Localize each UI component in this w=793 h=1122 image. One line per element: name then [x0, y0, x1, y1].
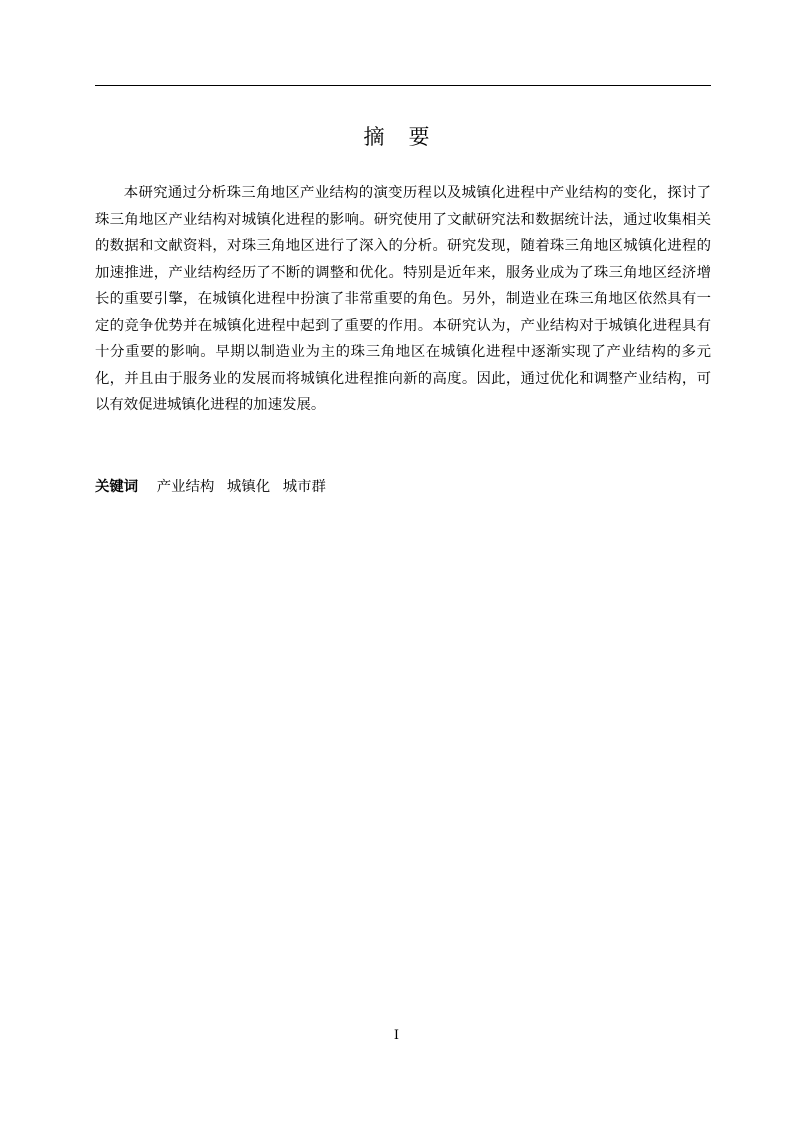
- keywords-line: [95, 477, 711, 497]
- page-number: I: [393, 1028, 400, 1043]
- abstract-body: 本研究通过分析珠三角地区产业结构的演变历程以及城镇化进程中产业结构的变化，探讨了珠三角地区产业结构对城镇化进程的影响。研究使用了文献研究法和数据统计法，通过收集相关的数据和文献资料，对珠三角地区进行了深入的分析。研究发现，随着珠三角地区城镇化进程的加速推进，产业结构经历了不断的调整和优化。特别是近年来，服务业成为了珠三角地区经济增长的重要引擎，在城镇化进程中扮演了非常重要的角色。另外，制造业在珠三角地区依然具有一定的竞争优势并在城镇化进程中起到了重要的作用。本研究认为，产业结构对于城镇化进程具有十分重要的影响。早期以制造业为主的珠三角地区在城镇化进程中逐渐实现了产业结构的多元化，并且由于服务业的发展而将城镇化进程推向新的高度。因此，通过优化和调整产业结构，可以有效促进城镇化进程的加速发展。: [95, 185, 711, 413]
- abstract-title: 摘要: [363, 125, 454, 149]
- keyword-item: 城镇化: [226, 479, 271, 495]
- header-rule: [95, 85, 711, 86]
- keyword-item: 城市群: [282, 479, 326, 495]
- keyword-item: 产业结构: [156, 479, 215, 495]
- keywords-label: 关键词: [95, 479, 139, 495]
